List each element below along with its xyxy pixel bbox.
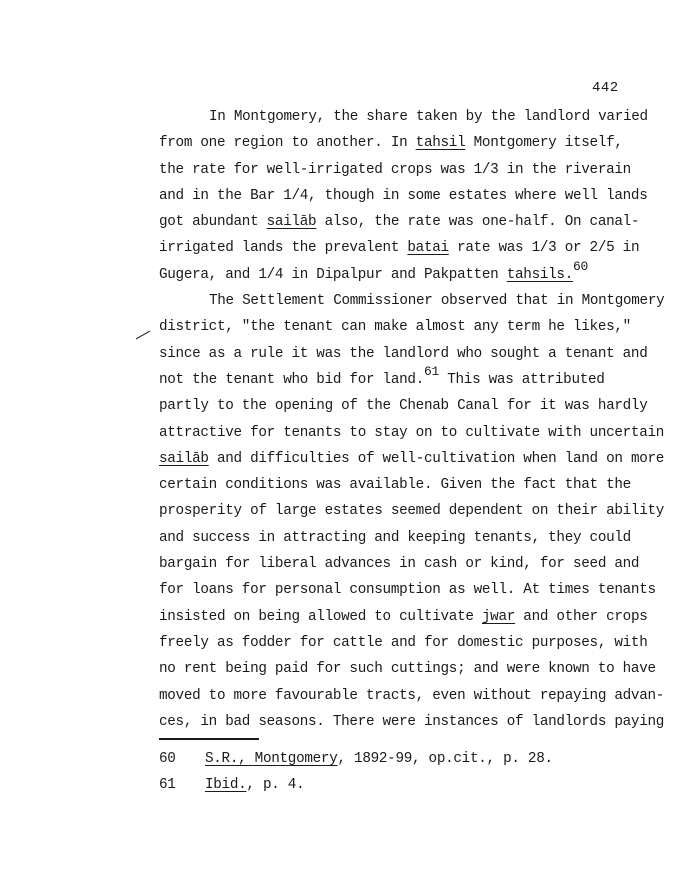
text-line: district, "the tenant can make almost any term he likes," bbox=[159, 319, 631, 336]
text-line: insisted on being allowed to cultivate jwar and other crops bbox=[159, 608, 648, 625]
text-line: The Settlement Commissioner observed that in Montgomery bbox=[209, 293, 665, 310]
underlined-term: batai bbox=[407, 240, 449, 257]
underlined-term: sailāb bbox=[266, 214, 317, 231]
text-line: partly to the opening of the Chenab Canal for it was hardly bbox=[159, 398, 648, 415]
text-line: since as a rule it was the landlord who sought a tenant and bbox=[159, 345, 648, 362]
text-line: and success in attracting and keeping tenants, they could bbox=[159, 529, 631, 546]
page-number: 442 bbox=[592, 80, 619, 96]
text-line: moved to more favourable tracts, even without repaying advan- bbox=[159, 687, 665, 704]
body-text bbox=[159, 104, 665, 735]
text-line: ces, in bad seasons. There were instances of landlords paying bbox=[159, 713, 665, 730]
footnote-number: 61 bbox=[159, 777, 176, 793]
text-line: certain conditions was available. Given the fact that the bbox=[159, 477, 631, 494]
underlined-term: tahsils. bbox=[506, 266, 573, 283]
text-line: no rent being paid for such cuttings; and were known to have bbox=[159, 661, 656, 678]
footnotes bbox=[159, 746, 553, 798]
margin-tick-mark bbox=[135, 330, 151, 340]
text-line: bargain for liberal advances in cash or kind, for seed and bbox=[159, 556, 640, 573]
text-line: freely as fodder for cattle and for domestic purposes, with bbox=[159, 634, 648, 651]
footnote-divider bbox=[159, 738, 259, 740]
text-line: not the tenant who bid for land.61 This was attributed bbox=[159, 363, 605, 388]
footnote-reference: Ibid. bbox=[205, 777, 247, 793]
footnote-reference: S.R., Montgomery bbox=[205, 751, 338, 767]
text-line: Gugera, and 1/4 in Dipalpur and Pakpatten tahsils.60 bbox=[159, 258, 589, 283]
text-line: for loans for personal consumption as well. At times tenants bbox=[159, 582, 656, 599]
underlined-term: jwar bbox=[481, 608, 516, 625]
text-line: In Montgomery, the share taken by the landlord varied bbox=[209, 109, 648, 125]
text-line: sailāb and difficulties of well-cultivation when land on more bbox=[159, 450, 665, 467]
footnote bbox=[159, 746, 553, 772]
text-line: got abundant sailāb also, the rate was one-half. On canal- bbox=[159, 214, 640, 231]
text-line: attractive for tenants to stay on to cultivate with uncertain bbox=[159, 424, 665, 441]
footnote-text: , p. 4. bbox=[246, 777, 305, 793]
footnote-marker: 61 bbox=[423, 363, 439, 379]
text-line: from one region to another. In tahsil Montgomery itself, bbox=[159, 135, 623, 152]
footnote-marker: 60 bbox=[573, 258, 589, 274]
footnote-number: 60 bbox=[159, 751, 176, 767]
text-line: irrigated lands the prevalent batai rate was 1/3 or 2/5 in bbox=[159, 240, 640, 257]
underlined-term: sailāb bbox=[159, 450, 209, 467]
footnote-text: , 1892-99, op.cit., p. 28. bbox=[337, 751, 553, 767]
text-line: prosperity of large estates seemed dependent on their ability bbox=[159, 503, 665, 520]
underlined-term: tahsil bbox=[415, 135, 466, 152]
text-line: and in the Bar 1/4, though in some estates where well lands bbox=[159, 187, 648, 204]
text-line: the rate for well-irrigated crops was 1/3 in the riverain bbox=[159, 161, 631, 178]
footnote bbox=[159, 772, 553, 798]
